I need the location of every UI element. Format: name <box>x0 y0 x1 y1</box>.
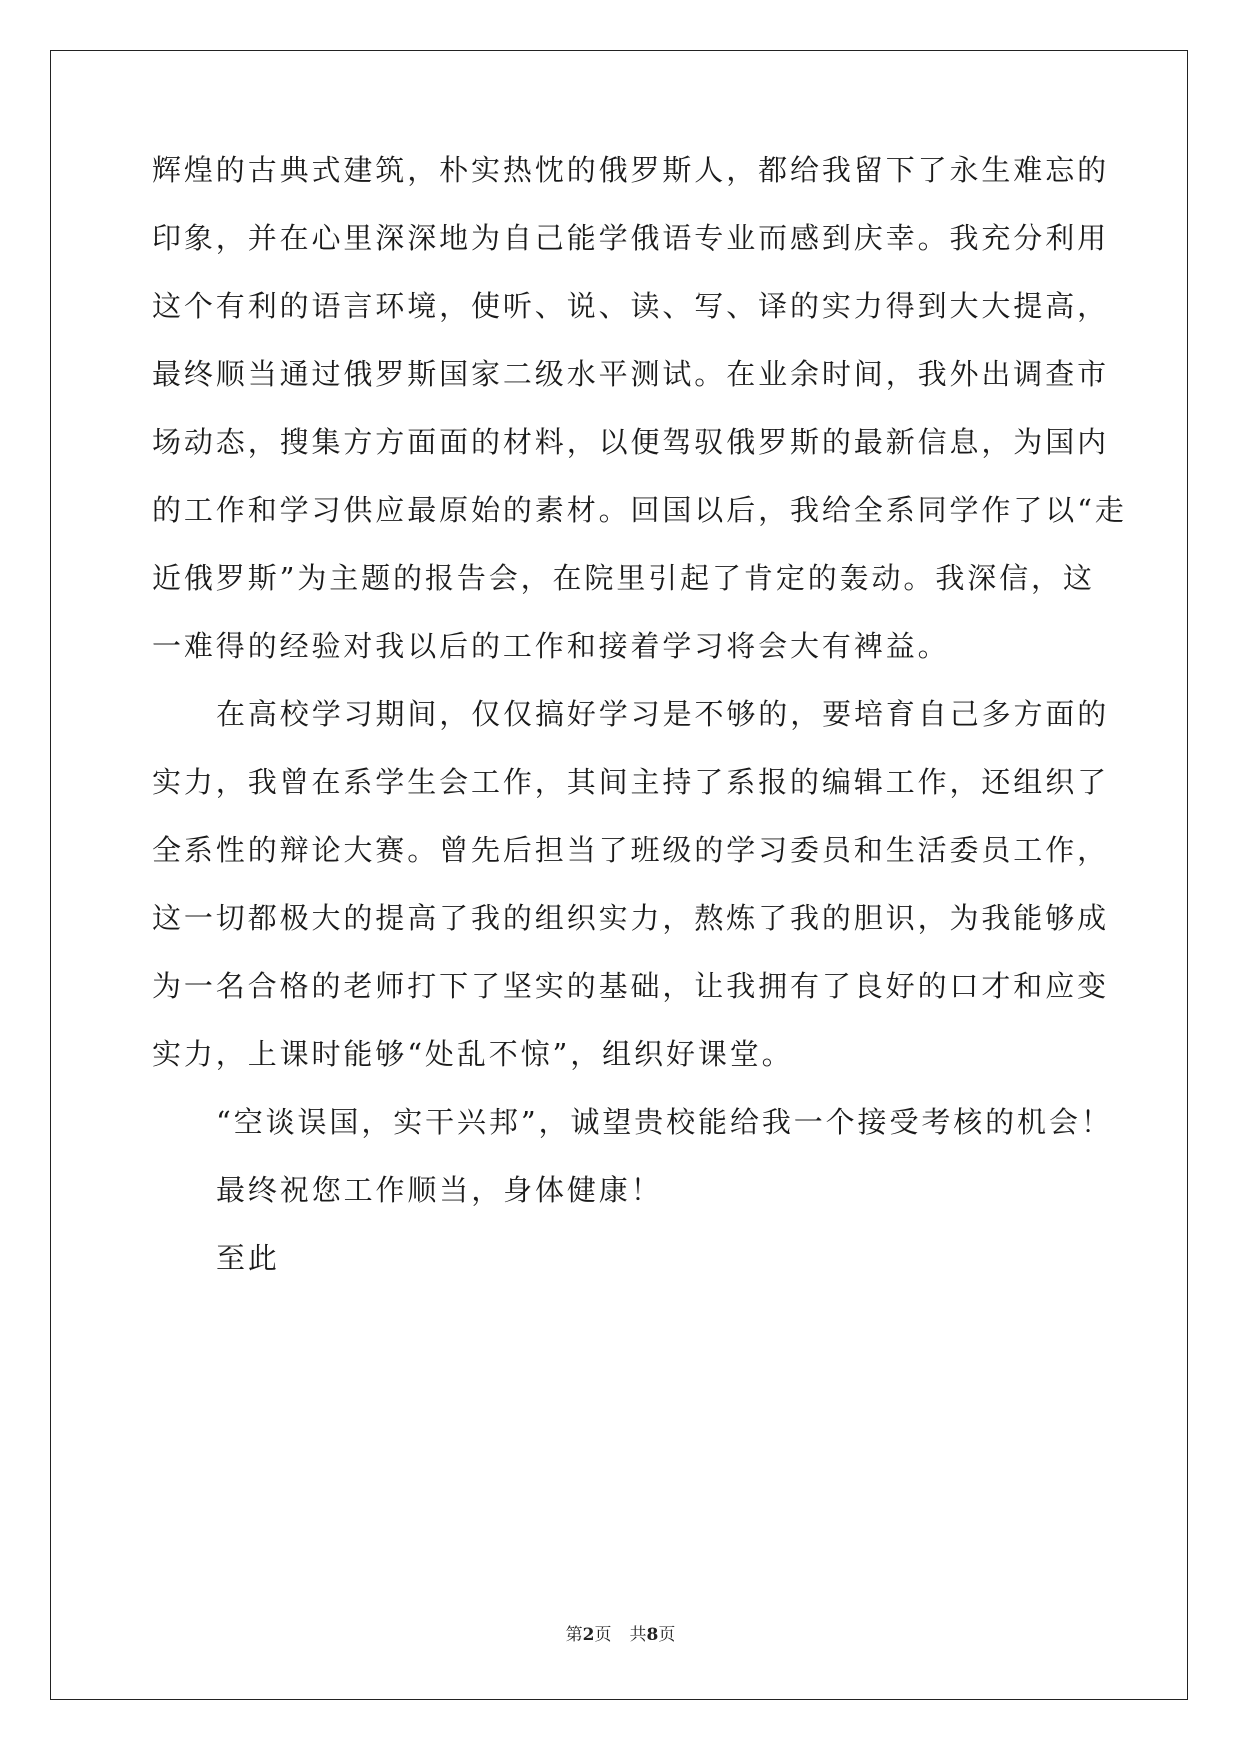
text-line: 的工作和学习供应最原始的素材。回国以后，我给全系同学作了以“走 <box>152 493 1127 527</box>
page-footer <box>0 1623 1241 1647</box>
text-line: 实力，上课时能够“处乱不惊”，组织好课堂。 <box>152 1037 794 1071</box>
total-pages-number: 8 <box>646 1625 659 1645</box>
current-page-number: 2 <box>582 1625 595 1645</box>
text-line: 辉煌的古典式建筑，朴实热忱的俄罗斯人，都给我留下了永生难忘的 <box>152 153 1110 187</box>
closing-appeal: “空谈误国，实干兴邦”，诚望贵校能给我一个接受考核的机会！ <box>216 1105 1113 1139</box>
text-line: 最终顺当通过俄罗斯国家二级水平测试。在业余时间，我外出调查市 <box>152 357 1110 391</box>
text-line: 一难得的经验对我以后的工作和接着学习将会大有裨益。 <box>152 629 950 663</box>
text-line: 近俄罗斯”为主题的报告会，在院里引起了肯定的轰动。我深信，这 <box>152 561 1095 595</box>
paragraph-first-line: 在高校学习期间，仅仅搞好学习是不够的，要培育自己多方面的 <box>216 697 1110 731</box>
closing-wishes: 最终祝您工作顺当，身体健康！ <box>216 1173 663 1207</box>
text-line: 这一切都极大的提高了我的组织实力，熬炼了我的胆识，为我能够成 <box>152 901 1110 935</box>
page-suffix: 页 <box>594 1625 612 1645</box>
text-line: 这个有利的语言环境，使听、说、读、写、译的实力得到大大提高， <box>152 289 1110 323</box>
closing-salutation: 至此 <box>216 1241 280 1275</box>
total-prefix: 共 <box>629 1625 647 1645</box>
total-suffix: 页 <box>658 1625 676 1645</box>
text-line: 场动态，搜集方方面面的材料，以便驾驭俄罗斯的最新信息，为国内 <box>152 425 1110 459</box>
text-line: 为一名合格的老师打下了坚实的基础，让我拥有了良好的口才和应变 <box>152 969 1110 1003</box>
text-line: 印象，并在心里深深地为自己能学俄语专业而感到庆幸。我充分利用 <box>152 221 1110 255</box>
page-prefix: 第 <box>565 1625 583 1645</box>
text-line: 实力，我曾在系学生会工作，其间主持了系报的编辑工作，还组织了 <box>152 765 1110 799</box>
text-line: 全系性的辩论大赛。曾先后担当了班级的学习委员和生活委员工作， <box>152 833 1110 867</box>
